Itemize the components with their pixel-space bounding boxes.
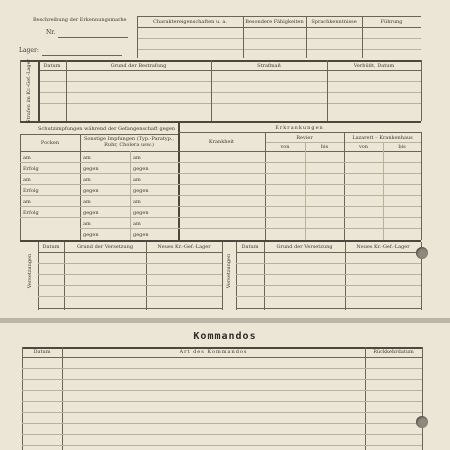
vacc-row-c: gegen <box>133 232 149 238</box>
col-abilities: Besondere Fähigkeiten <box>245 19 304 25</box>
id-tag-description-label: Beschreibung der Erkennungsmarke <box>33 17 127 23</box>
transfer-col-reason-2: Grund der Versetzung <box>276 244 333 250</box>
vacc-row-b: gegen <box>83 232 99 238</box>
transfer-col-date: Datum <box>42 244 60 250</box>
col-conduct: Führung <box>380 19 403 25</box>
illness-revier-von: von <box>280 144 290 150</box>
illness-lazarett-bis: bis <box>398 144 406 150</box>
vaccinations-title: Schutzimpfungen während der Gefangenschaft gegen <box>38 126 176 132</box>
vacc-row-label: am <box>23 199 31 205</box>
vacc-row-label: am <box>23 177 31 183</box>
punish-col-date: Datum <box>43 63 61 69</box>
illness-col-revier: Revier <box>296 135 313 141</box>
card-kommandos-section <box>0 323 450 450</box>
transfer-col-reason: Grund der Versetzung <box>76 244 134 250</box>
vacc-row-c: am <box>133 221 141 227</box>
lager-label: Lager: <box>19 47 39 54</box>
transfer-col-camp-2: Neues Kr.-Gef.-Lager <box>356 244 410 250</box>
vacc-col-other: Sonstige Impfungen (Typ.-Paratyp., Ruhr, Cholera usw.) <box>83 136 175 148</box>
punish-col-penalty: Strafmaß <box>257 63 281 69</box>
illness-revier-bis: bis <box>320 144 329 150</box>
col-character: Charaktereigenschaften u. a. <box>153 19 227 25</box>
vacc-row-c: gegen <box>133 210 149 216</box>
col-languages: Sprachkenntnisse <box>311 19 357 25</box>
illness-col-illness: Krankheit <box>208 139 235 145</box>
transfers-side-label-2: Versetzungen <box>226 253 232 289</box>
transfers-side-label: Versetzungen <box>27 253 33 289</box>
punch-hole <box>416 416 428 428</box>
vacc-row-c: am <box>133 199 141 205</box>
vacc-row-b: gegen <box>83 188 99 194</box>
vacc-row-b: am <box>83 199 91 205</box>
kommando-col-return: Rückkehrdatum <box>373 349 414 355</box>
vacc-row-label: Erfolg <box>23 188 39 194</box>
vacc-row-label: Erfolg <box>23 210 39 216</box>
punishments-side-label: Strafen im Kr.-Gef.-Lager <box>26 59 32 123</box>
kommandos-title: Kommandos <box>193 331 257 342</box>
vacc-row-c: am <box>133 155 141 161</box>
vacc-row-c: am <box>133 177 141 183</box>
vacc-row-b: am <box>83 221 91 227</box>
vacc-row-label: Erfolg <box>23 166 39 172</box>
illness-col-lazarett: Lazarett – Krankenhaus <box>352 135 413 141</box>
id-tag-nr-label: Nr. <box>46 29 56 36</box>
transfer-col-date-2: Datum <box>241 244 259 250</box>
illness-lazarett-von: von <box>358 144 369 150</box>
vacc-row-label: am <box>23 155 31 161</box>
transfer-col-camp: Neues Kr.-Gef.-Lager <box>157 244 211 250</box>
illnesses-title: Erkrankungen <box>275 125 324 131</box>
vacc-row-b: am <box>83 155 91 161</box>
kommando-col-type: Art des Kommandos <box>179 349 248 355</box>
kommando-col-date: Datum <box>33 349 51 355</box>
vacc-row-b: am <box>83 177 91 183</box>
punch-hole <box>416 247 428 259</box>
punish-col-served: Verbüßt, Datum <box>353 63 395 69</box>
vacc-col-pocken: Pocken <box>40 140 60 146</box>
kommandos-table <box>0 323 450 450</box>
vacc-row-b: gegen <box>83 166 99 172</box>
vacc-row-b: gegen <box>83 210 99 216</box>
vacc-row-c: gegen <box>133 188 149 194</box>
vacc-row-c: gegen <box>133 166 149 172</box>
punish-col-reason: Grund der Bestrafung <box>110 63 167 69</box>
